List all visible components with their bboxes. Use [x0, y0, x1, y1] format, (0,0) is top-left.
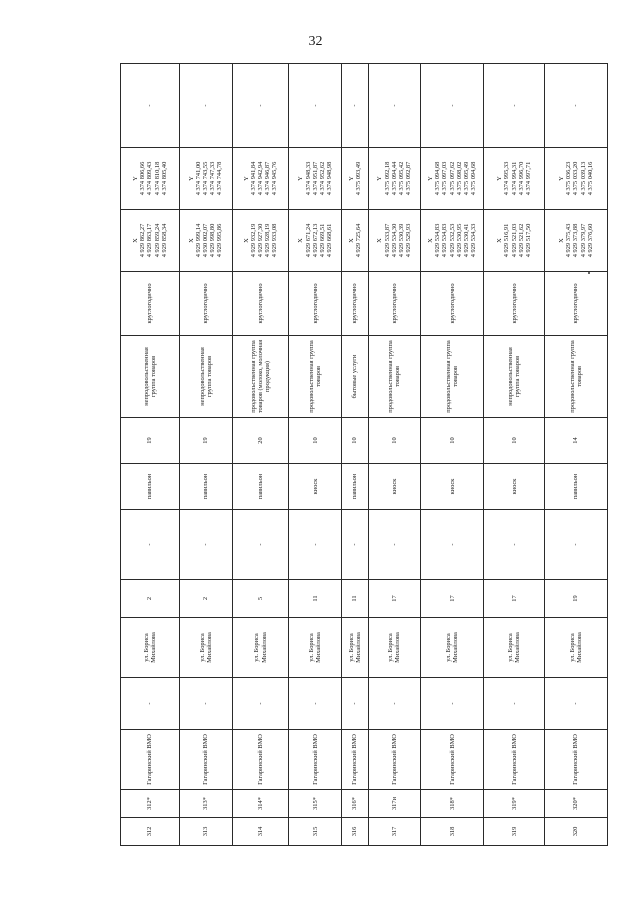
y-coordinate-value: 4 375 039,13: [579, 161, 587, 196]
x-coordinate-value: 4 929 534,33: [470, 223, 478, 258]
district: Гагаринский ВМО: [421, 730, 484, 790]
x-coordinates: [342, 210, 368, 272]
empty-cell: -: [289, 510, 342, 580]
area: 20: [232, 418, 289, 464]
period: круглогодично: [421, 272, 484, 336]
x-label: X: [297, 238, 305, 243]
district: Гагаринский ВМО: [545, 730, 608, 790]
empty-cell: -: [421, 510, 484, 580]
object-type: павильон: [232, 464, 289, 510]
x-label: X: [347, 238, 355, 243]
empty-cell: -: [121, 64, 180, 148]
x-label: X: [242, 238, 250, 243]
specialization: бытовые услуги: [342, 336, 368, 418]
district: Гагаринский ВМО: [232, 730, 289, 790]
y-coordinate-value: 4 374 945,76: [271, 161, 279, 196]
empty-cell: -: [179, 510, 232, 580]
y-coordinate-value: 4 374 941,84: [249, 161, 257, 196]
x-coordinate-value: 4 929 517,50: [524, 223, 532, 258]
x-label: X: [496, 238, 504, 243]
object-type: павильон: [121, 464, 180, 510]
x-label: X: [187, 238, 195, 243]
y-coordinate-value: 4 375 040,16: [586, 161, 594, 196]
y-coordinate-value: 4 374 741,00: [194, 161, 202, 196]
table-row: [121, 64, 180, 846]
registry-number: 313*: [179, 790, 232, 818]
y-coordinates: [545, 148, 608, 210]
y-coordinate-value: 4 375 093,49: [354, 161, 362, 196]
registry-number: 319*: [484, 790, 545, 818]
empty-cell: -: [289, 678, 342, 730]
district: Гагаринский ВМО: [179, 730, 232, 790]
object-type: киоск: [368, 464, 421, 510]
x-coordinate-value: 4 930 002,07: [202, 223, 210, 258]
y-coordinate-value: 4 374 744,78: [216, 161, 224, 196]
x-coordinates: [232, 210, 289, 272]
table-body: [121, 64, 608, 846]
row-number: 315: [289, 818, 342, 846]
empty-cell: -: [121, 510, 180, 580]
y-coordinate-value: 4 374 996,70: [517, 161, 525, 196]
empty-cell: -: [232, 678, 289, 730]
specialization: непродовольственная группа товаров: [121, 336, 180, 418]
empty-cell: -: [545, 678, 608, 730]
house-number: 17: [421, 580, 484, 618]
y-coordinate-value: 4 374 952,62: [318, 161, 326, 196]
street: ул. Бориса Михайлова: [484, 618, 545, 678]
placement-scheme-table: [120, 63, 608, 846]
object-type: павильон: [179, 464, 232, 510]
registry-number: 318*: [421, 790, 484, 818]
area: 19: [179, 418, 232, 464]
y-label: Y: [347, 176, 355, 181]
table-row: [484, 64, 545, 846]
y-coordinate-value: 4 375 092,87: [405, 161, 413, 196]
empty-cell: -: [121, 678, 180, 730]
district: Гагаринский ВМО: [342, 730, 368, 790]
empty-cell: -: [342, 678, 368, 730]
x-coordinate-value: 4 929 375,43: [565, 223, 573, 258]
period: круглогодично: [545, 272, 608, 336]
x-coordinate-value: 4 929 933,08: [271, 223, 279, 258]
y-coordinate-value: 4 375 036,23: [565, 161, 573, 196]
period: круглогодично: [179, 272, 232, 336]
street: ул. Бориса Михайлова: [179, 618, 232, 678]
house-number: 17: [484, 580, 545, 618]
house-number: 2: [121, 580, 180, 618]
x-coordinate-value: 4 929 671,24: [304, 223, 312, 258]
x-coordinate-value: 4 929 521,62: [517, 223, 525, 258]
x-label: X: [376, 238, 384, 243]
x-coordinate-value: 4 929 862,27: [139, 223, 147, 258]
specialization: непродовольственная группа товаров: [484, 336, 545, 418]
object-type: киоск: [484, 464, 545, 510]
x-coordinate-value: 4 929 534,83: [441, 223, 449, 258]
registry-number: 320*: [545, 790, 608, 818]
area: 10: [421, 418, 484, 464]
y-coordinates: [421, 148, 484, 210]
y-coordinate-value: 4 375 095,49: [462, 161, 470, 196]
y-label: Y: [496, 176, 504, 181]
y-coordinate-value: 4 374 743,55: [202, 161, 210, 196]
x-coordinate-value: 4 929 516,91: [503, 223, 511, 258]
x-label: X: [131, 238, 139, 243]
specialization: непродовольственная группа товаров: [179, 336, 232, 418]
street: ул. Бориса Михайлова: [368, 618, 421, 678]
empty-cell: -: [421, 64, 484, 148]
x-coordinate-value: 4 929 927,30: [256, 223, 264, 258]
empty-cell: -: [342, 64, 368, 148]
page-number: 32: [308, 34, 323, 49]
y-coordinate-value: 4 374 948,98: [326, 161, 334, 196]
empty-cell: -: [232, 510, 289, 580]
empty-cell: -: [545, 64, 608, 148]
object-type: киоск: [421, 464, 484, 510]
empty-cell: -: [484, 64, 545, 148]
y-coordinate-value: 4 374 747,33: [209, 161, 217, 196]
table-row: [545, 64, 608, 846]
registry-number: 315*: [289, 790, 342, 818]
y-coordinate-value: 4 375 094,68: [434, 161, 442, 196]
row-number: 312: [121, 818, 180, 846]
district: Гагаринский ВМО: [484, 730, 545, 790]
y-coordinate-value: 4 374 806,66: [139, 161, 147, 196]
x-coordinate-value: 4 929 379,97: [579, 223, 587, 258]
specialization: продовольственная группа товаров (молоко, молочная продукция): [232, 336, 289, 418]
period: круглогодично: [484, 272, 545, 336]
empty-cell: -: [368, 678, 421, 730]
x-coordinate-value: 4 929 999,14: [194, 223, 202, 258]
empty-cell: -: [179, 678, 232, 730]
y-coordinate-value: 4 375 095,42: [397, 161, 405, 196]
street: ул. Бориса Михайлова: [421, 618, 484, 678]
y-coordinate-value: 4 374 809,43: [146, 161, 154, 196]
x-coordinate-value: 4 929 530,39: [397, 223, 405, 258]
x-coordinates: [421, 210, 484, 272]
x-coordinate-value: 4 929 669,51: [318, 223, 326, 258]
y-label: Y: [558, 176, 566, 181]
house-number: 17: [368, 580, 421, 618]
specialization: продовольственная группа товаров: [421, 336, 484, 418]
x-coordinates: [179, 210, 232, 272]
table-row: [342, 64, 368, 846]
empty-cell: -: [368, 64, 421, 148]
row-number: 314: [232, 818, 289, 846]
x-coordinate-value: 4 929 995,86: [216, 223, 224, 258]
y-coordinate-value: 4 374 805,40: [160, 161, 168, 196]
row-number: 320: [545, 818, 608, 846]
area: 10: [484, 418, 545, 464]
area: 14: [545, 418, 608, 464]
x-coordinate-value: 4 929 998,80: [209, 223, 217, 258]
house-number: 5: [232, 580, 289, 618]
y-coordinate-value: 4 374 951,87: [311, 161, 319, 196]
y-label: Y: [187, 176, 195, 181]
x-coordinate-value: 4 929 532,53: [448, 223, 456, 258]
y-label: Y: [131, 176, 139, 181]
y-coordinate-value: 4 374 942,94: [256, 161, 264, 196]
house-number: 19: [545, 580, 608, 618]
object-type: павильон: [545, 464, 608, 510]
x-coordinate-value: 4 929 534,30: [390, 223, 398, 258]
specialization: продовольственная группа товаров: [368, 336, 421, 418]
specialization: продовольственная группа товаров: [289, 336, 342, 418]
x-coordinate-value: 4 929 863,17: [146, 223, 154, 258]
y-label: Y: [242, 176, 250, 181]
y-coordinate-value: 4 375 092,18: [383, 161, 391, 196]
row-number: 317: [368, 818, 421, 846]
y-coordinate-value: 4 375 097,03: [441, 161, 449, 196]
district: Гагаринский ВМО: [368, 730, 421, 790]
period: круглогодично: [232, 272, 289, 336]
house-number: 11: [342, 580, 368, 618]
y-coordinates: [484, 148, 545, 210]
x-coordinate-value: 4 929 928,19: [264, 223, 272, 258]
registry-number: 317и: [368, 790, 421, 818]
y-coordinate-value: 4 375 097,62: [448, 161, 456, 196]
x-coordinates: [121, 210, 180, 272]
y-label: Y: [376, 176, 384, 181]
y-label: Y: [427, 176, 435, 181]
table-row: [232, 64, 289, 846]
empty-cell: -: [484, 510, 545, 580]
y-coordinate-value: 4 374 946,87: [264, 161, 272, 196]
x-coordinate-value: 4 929 672,13: [311, 223, 319, 258]
x-label: X: [427, 238, 435, 243]
empty-cell: -: [368, 510, 421, 580]
registry-number: 316*: [342, 790, 368, 818]
period: круглогодично: [342, 272, 368, 336]
row-number: 318: [421, 818, 484, 846]
district: Гагаринский ВМО: [289, 730, 342, 790]
table-row: [179, 64, 232, 846]
area: 10: [342, 418, 368, 464]
house-number: 11: [289, 580, 342, 618]
area: 10: [289, 418, 342, 464]
x-coordinate-value: 4 929 530,95: [455, 223, 463, 258]
y-coordinate-value: 4 375 094,44: [390, 161, 398, 196]
y-coordinate-value: 4 375 094,68: [470, 161, 478, 196]
street: ул. Бориса Михайлова: [289, 618, 342, 678]
x-coordinate-value: 4 929 534,83: [434, 223, 442, 258]
table-row: [368, 64, 421, 846]
y-coordinate-value: 4 374 994,31: [510, 161, 518, 196]
row-number: 316: [342, 818, 368, 846]
x-coordinate-value: 4 929 668,61: [326, 223, 334, 258]
x-coordinate-value: 4 929 529,93: [405, 223, 413, 258]
registry-number: 314*: [232, 790, 289, 818]
x-coordinates: [289, 210, 342, 272]
x-coordinate-value: 4 929 859,24: [153, 223, 161, 258]
period: круглогодично: [368, 272, 421, 336]
y-coordinates: [368, 148, 421, 210]
row-number: 313: [179, 818, 232, 846]
y-label: Y: [297, 176, 305, 181]
empty-cell: -: [342, 510, 368, 580]
empty-cell: -: [232, 64, 289, 148]
y-coordinate-value: 4 375 098,02: [455, 161, 463, 196]
area: 10: [368, 418, 421, 464]
street: ул. Бориса Михайлова: [121, 618, 180, 678]
x-coordinate-value: 4 929 521,03: [510, 223, 518, 258]
house-number: 2: [179, 580, 232, 618]
empty-cell: -: [289, 64, 342, 148]
period: круглогодично: [289, 272, 342, 336]
x-coordinates: [368, 210, 421, 272]
y-coordinates: [342, 148, 368, 210]
object-type: павильон: [342, 464, 368, 510]
y-coordinate-value: 4 374 810,18: [153, 161, 161, 196]
street: ул. Бориса Михайлова: [342, 618, 368, 678]
registry-number: 312*: [121, 790, 180, 818]
x-coordinates: [484, 210, 545, 272]
x-label: X: [558, 238, 566, 243]
row-number: 319: [484, 818, 545, 846]
empty-cell: -: [545, 510, 608, 580]
x-coordinates: [545, 210, 608, 272]
x-coordinate-value: 4 929 725,64: [354, 223, 362, 258]
y-coordinate-value: 4 375 033,20: [572, 161, 580, 196]
x-coordinate-value: 4 929 533,87: [383, 223, 391, 258]
street: ул. Бориса Михайлова: [232, 618, 289, 678]
table-row: [421, 64, 484, 846]
empty-cell: -: [484, 678, 545, 730]
x-coordinate-value: 4 929 373,88: [572, 223, 580, 258]
y-coordinates: [289, 148, 342, 210]
street: ул. Бориса Михайлова: [545, 618, 608, 678]
object-type: киоск: [289, 464, 342, 510]
y-coordinate-value: 4 374 997,71: [524, 161, 532, 196]
rotated-table-container: [120, 64, 608, 846]
specialization: продовольственная группа товаров: [545, 336, 608, 418]
empty-cell: -: [421, 678, 484, 730]
x-coordinate-value: 4 929 858,34: [160, 223, 168, 258]
y-coordinate-value: 4 374 948,33: [304, 161, 312, 196]
x-coordinate-value: 4 929 932,19: [249, 223, 257, 258]
district: Гагаринский ВМО: [121, 730, 180, 790]
x-coordinate-value: 4 929 530,41: [462, 223, 470, 258]
y-coordinates: [179, 148, 232, 210]
y-coordinates: [232, 148, 289, 210]
scan-speck: [588, 272, 590, 274]
empty-cell: -: [179, 64, 232, 148]
area: 19: [121, 418, 180, 464]
y-coordinates: [121, 148, 180, 210]
y-coordinate-value: 4 374 995,33: [503, 161, 511, 196]
x-coordinate-value: 4 929 376,60: [586, 223, 594, 258]
period: круглогодично: [121, 272, 180, 336]
table-row: [289, 64, 342, 846]
